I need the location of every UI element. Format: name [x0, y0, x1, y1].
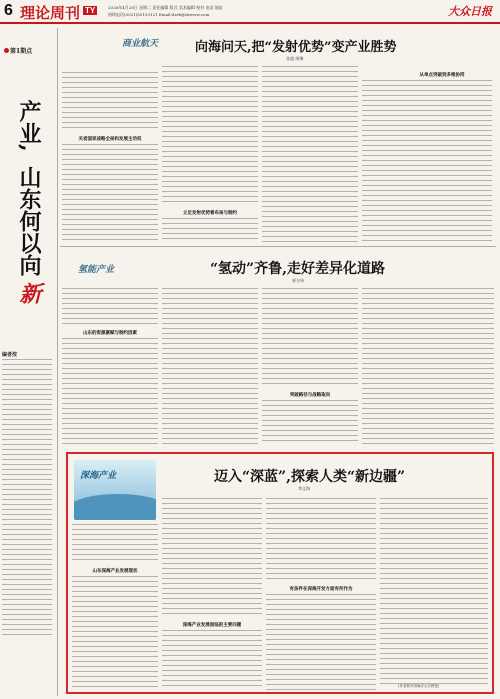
article-1-col-4 — [362, 80, 492, 242]
article-3-column-label: 深海产业 — [80, 471, 117, 481]
article-3-col-3 — [266, 498, 376, 582]
article-3-col-2b — [162, 630, 262, 690]
article-1-col-3 — [262, 66, 358, 242]
article-3-col-1 — [72, 524, 158, 564]
article-1-byline: 张超 周琳 — [286, 56, 304, 61]
article-3-col-3b — [266, 594, 376, 690]
left-body-text — [2, 359, 52, 639]
article-3-col-2 — [162, 498, 262, 618]
article-2-byline: 崔方炜 — [292, 278, 304, 283]
article-2-subhead-1: 山东的资源禀赋与制约因素 — [83, 331, 137, 336]
column-divider — [57, 28, 58, 696]
header-line-1: 2026年4月28日 星期二 责任编辑 版式 美术编辑 校对 电话 地址 — [108, 5, 223, 10]
header-line-2: 热线电话(0531)85193121 Email:dzrb@dzwww.com — [108, 12, 210, 17]
article-3-subhead-3: 有条件在深海开发方面有所作为 — [289, 587, 353, 592]
article-2-col-3 — [262, 288, 358, 388]
article-3-author-note: (作者系中国海洋大学教授) — [398, 684, 440, 688]
masthead-rule — [0, 22, 500, 24]
article-3-subhead-1: 山东深海产业发展现状 — [92, 569, 138, 574]
page-number: 6 — [4, 2, 13, 19]
article-2-headline: “氢动”齐鲁,走好差异化道路 — [210, 261, 385, 277]
masthead — [0, 0, 500, 26]
wave-icon — [74, 494, 156, 520]
article-1-subhead-1: 关者国家战略全局和发展主动权 — [78, 137, 142, 142]
topic-label — [4, 46, 32, 55]
article-2-col-3b — [262, 400, 358, 444]
article-2-col-2 — [162, 288, 258, 444]
article-1-subhead-3: 从单点突破到多维协同 — [419, 73, 465, 78]
topic-label-text: 第1期点 — [10, 48, 33, 55]
article-1-col-1b — [62, 144, 158, 242]
article-1-column-label: 商业航天 — [122, 39, 159, 49]
article-1-col-2 — [162, 66, 258, 206]
article-2 — [60, 248, 498, 448]
article-divider-1 — [60, 246, 496, 247]
article-1-subhead-2: 立足发射优势看布局与制约 — [183, 211, 237, 216]
article-3-col-1b — [72, 576, 158, 690]
big-title-part-1: 产业, — [16, 100, 42, 152]
big-title-part-3: 新 — [16, 282, 42, 304]
article-1 — [60, 26, 498, 244]
article-3-frame — [66, 452, 494, 694]
article-2-col-1b — [62, 338, 158, 444]
article-1-col-2b — [162, 218, 258, 242]
topic-icon — [4, 48, 9, 53]
article-3-subhead-2: 深海产业发展面临的主要问题 — [182, 623, 242, 628]
article-2-subhead-2: 突破路径与战略取向 — [289, 393, 331, 398]
section-title: 理论周刊 — [20, 4, 81, 22]
editor-note-label: 编者按 — [2, 352, 18, 358]
big-title-part-2: 山东何以向 — [16, 166, 42, 276]
article-3-byline: 李文海 — [298, 486, 310, 491]
article-1-headline: 向海问天,把“发射优势”变产业胜势 — [195, 40, 397, 55]
article-2-col-4 — [362, 288, 494, 444]
article-2-column-label: 氢能产业 — [78, 265, 115, 275]
article-3-headline: 迈入“深蓝”,探索人类“新边疆” — [214, 469, 406, 485]
left-column — [0, 26, 56, 699]
section-suffix: TY — [85, 6, 96, 15]
article-2-col-1 — [62, 288, 158, 326]
article-1-col-1 — [62, 72, 158, 132]
article-3-col-4 — [380, 498, 488, 684]
newspaper-logo: 大众日报 — [448, 5, 492, 18]
